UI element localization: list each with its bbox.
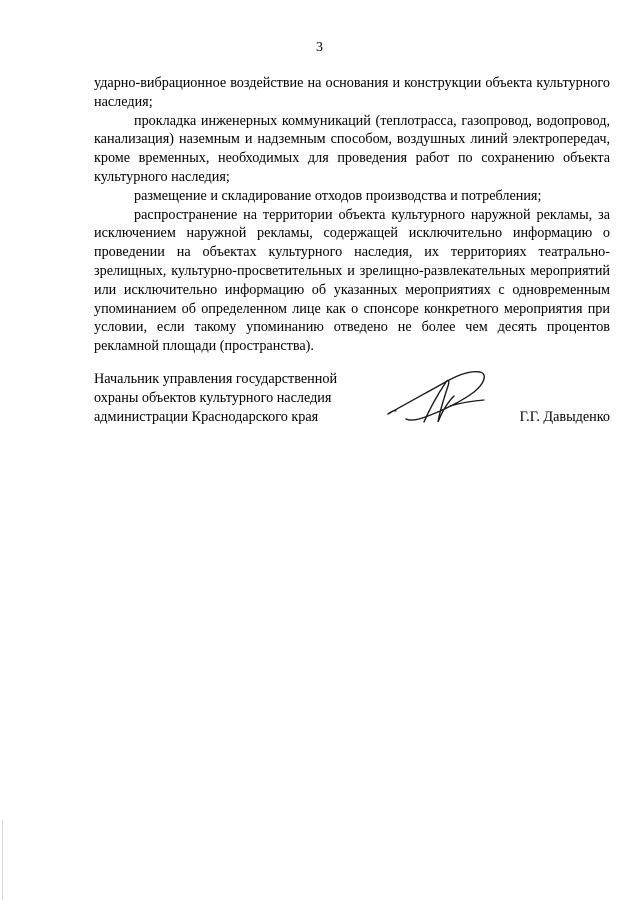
paragraph-utilities: прокладка инженерных коммуникаций (теплотрасса, газопровод, водопровод, канализация) наземным и надземным способом, воздушных линий электропередач, кроме временных, необходимых для проведения работ по сохранению объекта культурного наследия; <box>94 112 610 185</box>
paragraph-waste: размещение и складирование отходов производства и потребления; <box>134 187 542 204</box>
page-number: 3 <box>316 40 323 55</box>
position-line: охраны объектов культурного наследия <box>94 389 332 406</box>
scan-edge-mark <box>2 820 3 900</box>
handwritten-signature <box>384 366 494 430</box>
paragraph-vibration: ударно-вибрационное воздействие на основания и конструкции объекта культурного наследия; <box>94 75 610 110</box>
paragraph-advertising: распространение на территории объекта культурного наружной рекламы, за исключением наружной рекламы, содержащей исключительно информацию о проведении на объектах культурного наследия, их территориях театрально-зрелищных, культурно-просветительных и зрелищно-развлекательных мероприятий или исключительно информацию об указанных мероприятиях с одновременным упоминанием об определенном лице как о спонсоре конкретного мероприятия при условии, если такому упоминанию отведено не более чем десять процентов рекламной площади (пространства). <box>94 206 610 355</box>
position-line: администрации Краснодарского края <box>94 408 319 425</box>
signatory-position <box>94 370 364 426</box>
signature-block <box>94 370 610 440</box>
position-line: Начальник управления государственной <box>94 371 338 387</box>
document-body <box>94 74 610 356</box>
signatory-name: Г.Г. Давыденко <box>519 409 610 425</box>
